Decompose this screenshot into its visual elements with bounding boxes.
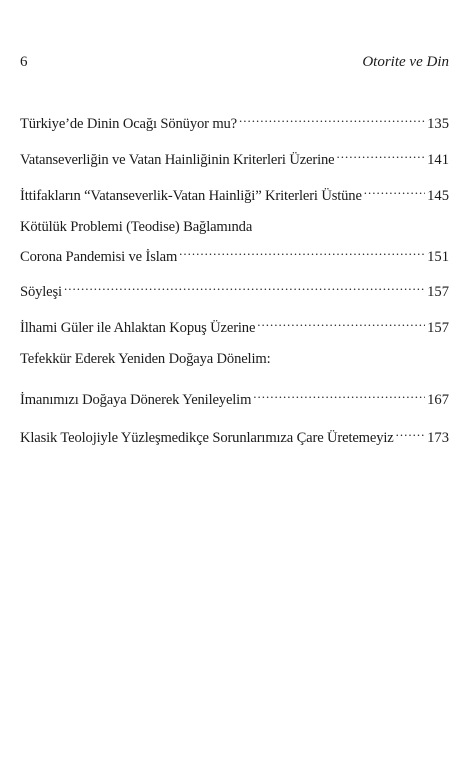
toc-entry	[20, 182, 449, 205]
toc-entry-continued	[20, 350, 449, 368]
toc-dot-leader	[364, 182, 425, 200]
page-number: 6	[20, 54, 28, 70]
toc-dot-leader	[253, 386, 425, 404]
toc-entry-title: Tefekkür Ederek Yeniden Doğaya Dönelim:	[20, 351, 271, 367]
toc-dot-leader	[64, 278, 425, 296]
toc-entry-page: 135	[427, 116, 449, 132]
running-title: Otorite ve Din	[362, 54, 449, 70]
toc-dot-leader	[336, 146, 425, 164]
toc-entry-page: 141	[427, 152, 449, 168]
toc-entry	[20, 110, 449, 133]
toc-entry-page: 157	[427, 320, 449, 336]
toc-entry-title: İttifakların “Vatanseverlik-Vatan Hainliği” Kriterleri Üstüne	[20, 188, 362, 204]
toc-entry	[20, 243, 449, 266]
toc-entry	[20, 424, 449, 447]
toc-entry-continued	[20, 218, 449, 236]
toc-entry-title: Kötülük Problemi (Teodise) Bağlamında	[20, 219, 253, 235]
toc-dot-leader	[179, 243, 425, 261]
page-header	[20, 54, 449, 76]
toc-dot-leader	[239, 110, 425, 128]
toc-entry-title: İmanımızı Doğaya Dönerek Yenileyelim	[20, 392, 252, 408]
toc-entry-title: Klasik Teolojiyle Yüzleşmedikçe Sorunlarımıza Çare Üretemeyiz	[20, 430, 394, 446]
toc-entry	[20, 386, 449, 409]
toc-entry	[20, 314, 449, 337]
toc-entry	[20, 146, 449, 169]
toc-entry	[20, 278, 449, 301]
toc-entry-page: 167	[427, 392, 449, 408]
toc-dot-leader	[257, 314, 425, 332]
toc-entry-title: Türkiye’de Dinin Ocağı Sönüyor mu?	[20, 116, 237, 132]
toc-entry-title: Corona Pandemisi ve İslam	[20, 249, 178, 265]
toc-entry-page: 145	[427, 188, 449, 204]
toc-dot-leader	[396, 424, 426, 442]
toc-entry-title: Vatanseverliğin ve Vatan Hainliğinin Kriterleri Üzerine	[20, 152, 335, 168]
toc-entry-page: 157	[427, 284, 449, 300]
toc-entry-page: 173	[427, 430, 449, 446]
toc-entry-page: 151	[427, 249, 449, 265]
toc-entry-title: Söyleşi	[20, 284, 62, 300]
toc-entry-title: İlhami Güler ile Ahlaktan Kopuş Üzerine	[20, 320, 256, 336]
